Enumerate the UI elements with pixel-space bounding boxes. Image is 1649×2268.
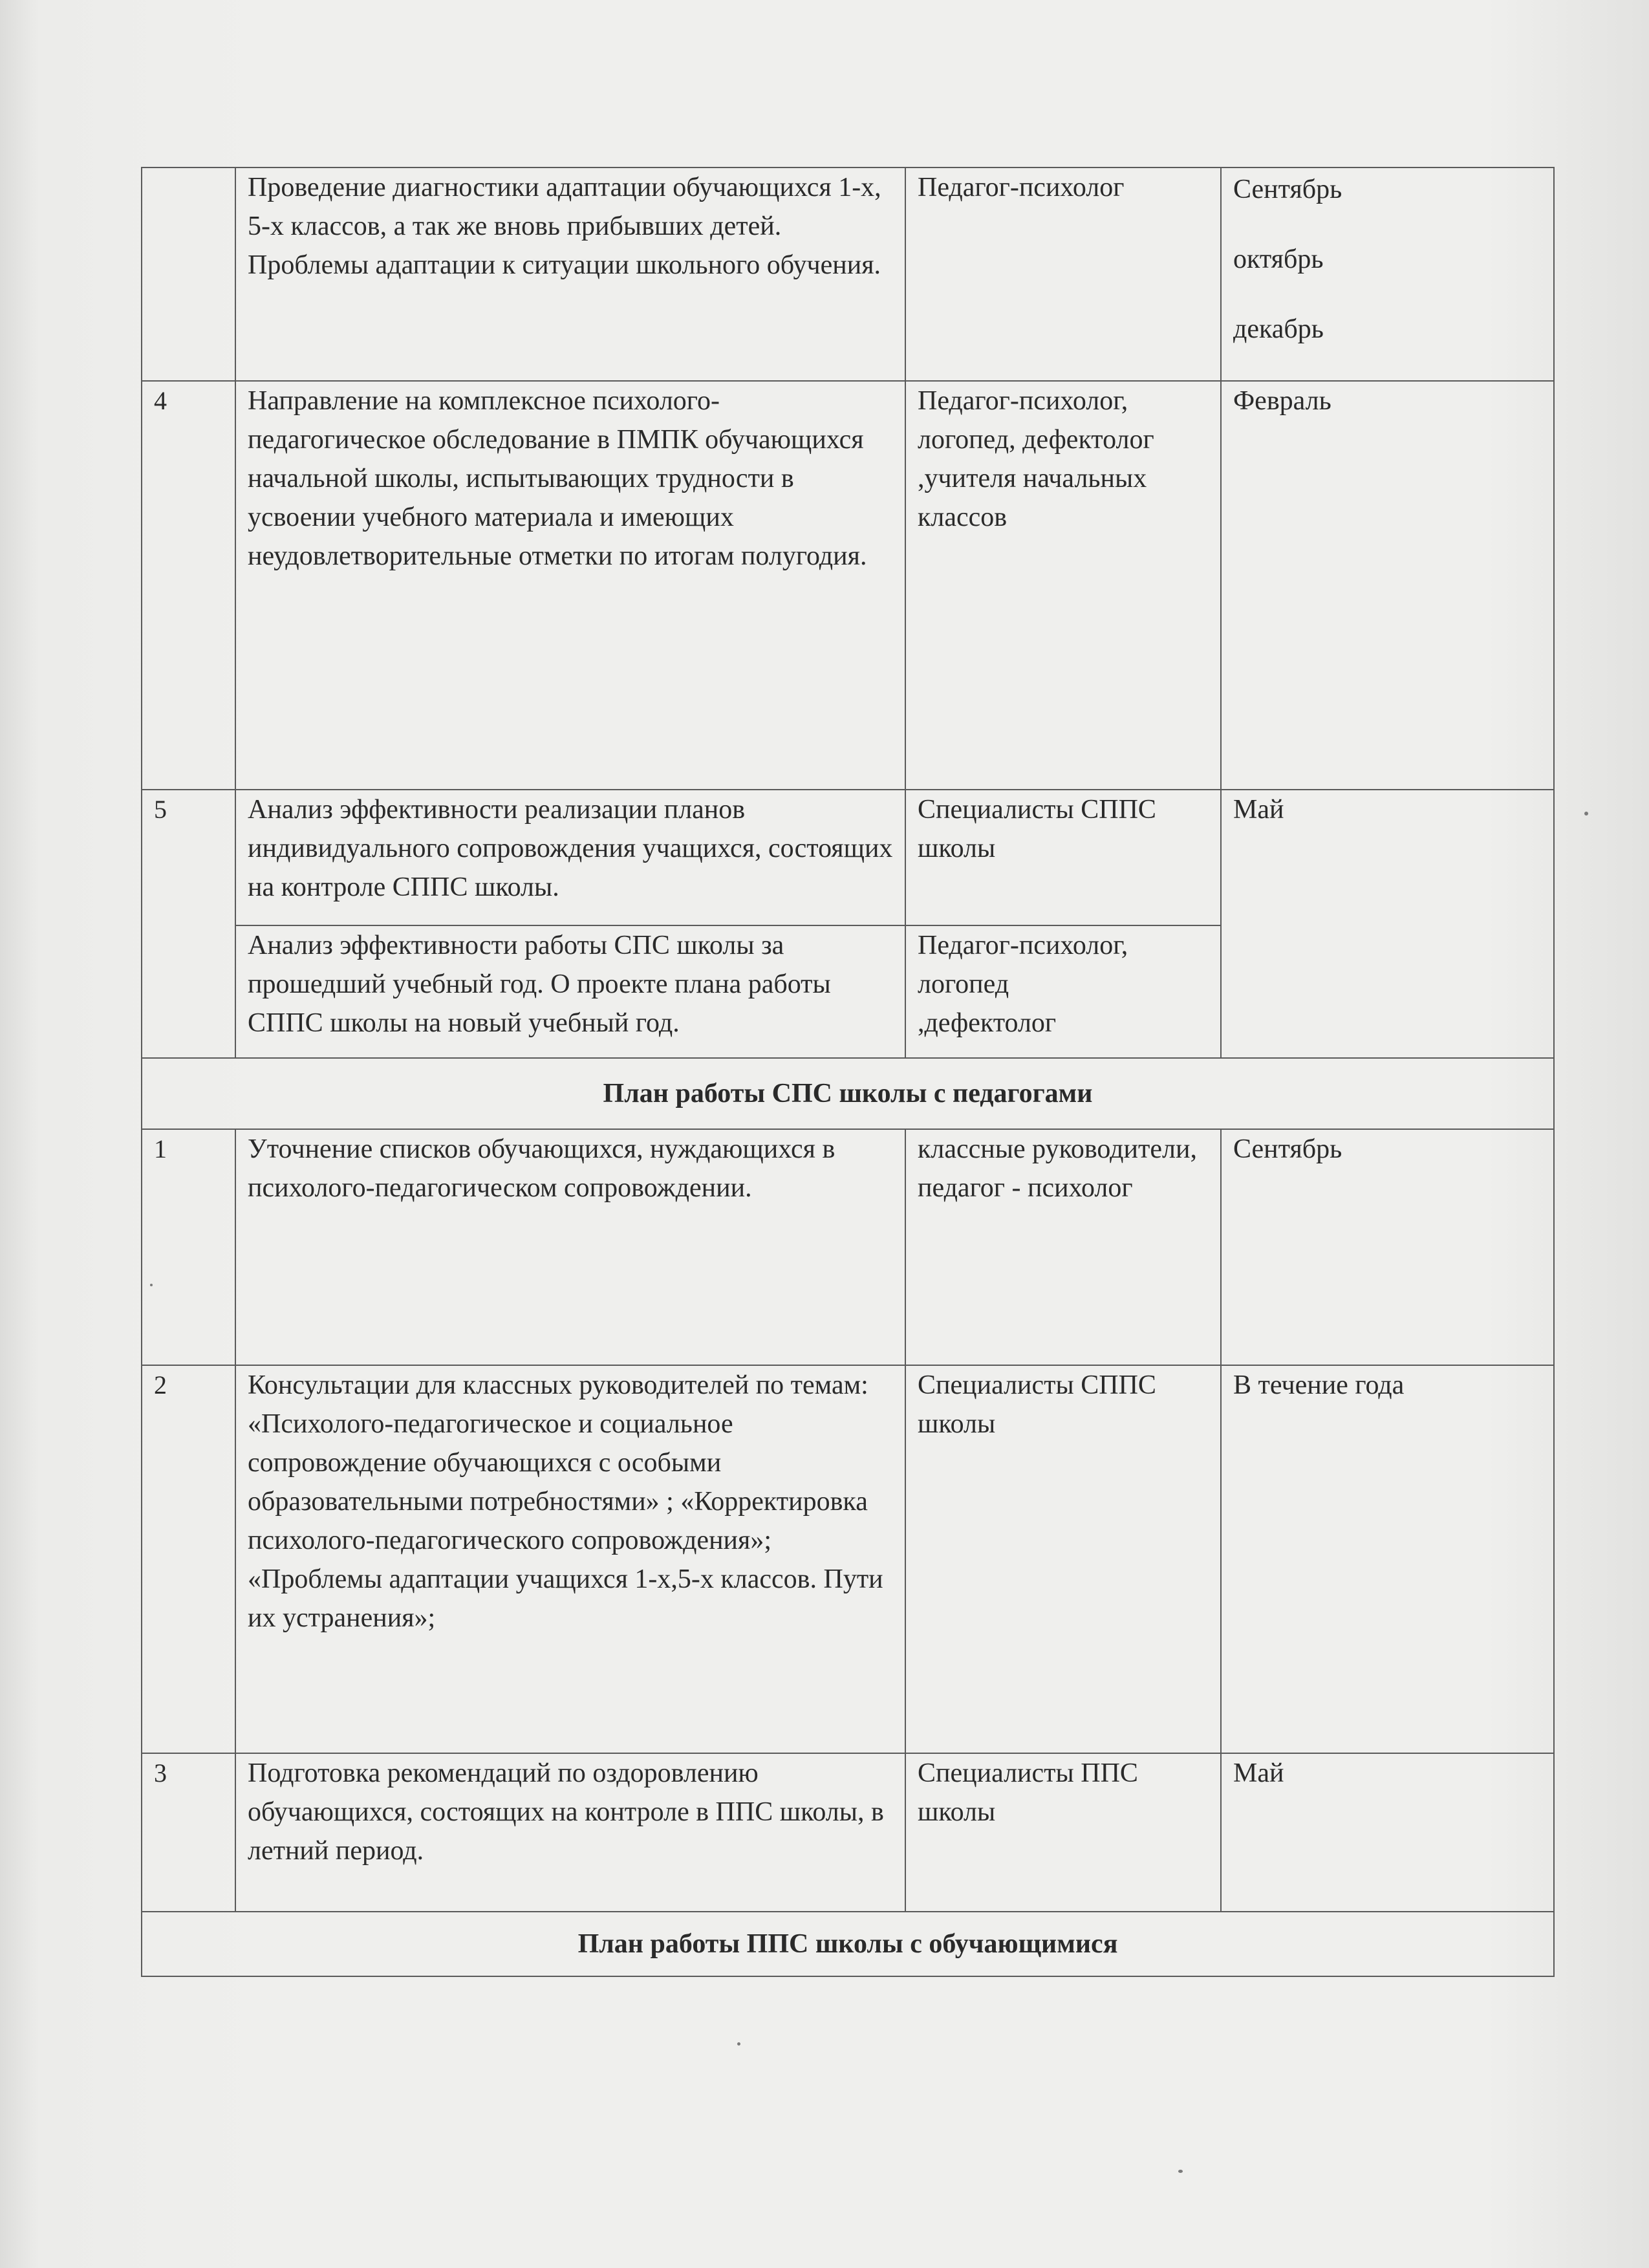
date-cell: Сентябрь октябрь декабрь — [1221, 167, 1554, 381]
table-row — [142, 1753, 1554, 1912]
table-row — [142, 790, 1554, 925]
section-title: План работы СПС школы с педагогами — [142, 1058, 1554, 1129]
task-cell: Анализ эффективности работы СПС школы за прошедший учебный год. О проекте плана работы СППС школы на новый учебный год. — [235, 925, 905, 1058]
date-cell: Май — [1221, 790, 1554, 1058]
table-row — [142, 381, 1554, 790]
row-number: 5 — [142, 790, 235, 1058]
row-number — [142, 167, 235, 381]
responsible-cell: Педагог-психолог, логопед ,дефектолог — [905, 925, 1221, 1058]
task-cell: Анализ эффективности реализации планов индивидуального сопровождения учащихся, состоящих на контроле СППС школы. — [235, 790, 905, 925]
responsible-cell: классные руководители, педагог - психолог — [905, 1129, 1221, 1365]
table-row — [142, 1365, 1554, 1753]
responsible-cell: Специалисты СППС школы — [905, 1365, 1221, 1753]
task-cell: Проведение диагностики адаптации обучающихся 1-х, 5-х классов, а так же вновь прибывших детей. Проблемы адаптации к ситуации школьного обучения. — [235, 167, 905, 381]
responsible-cell: Специалисты ППС школы — [905, 1753, 1221, 1912]
row-number: 3 — [142, 1753, 235, 1912]
date-cell: Сентябрь — [1221, 1129, 1554, 1365]
responsible-cell: Специалисты СППС школы — [905, 790, 1221, 925]
row-number: 1 — [142, 1129, 235, 1365]
task-cell: Направление на комплексное психолого-педагогическое обследование в ПМПК обучающихся начальной школы, испытывающих трудности в усвоении учебного материала и имеющих неудовлетворительные отметки по итогам полугодия. — [235, 381, 905, 790]
section-title: План работы ППС школы с обучающимися — [142, 1912, 1554, 1976]
scan-speck — [737, 2042, 740, 2046]
scan-speck — [1178, 2170, 1183, 2173]
table-row — [142, 1129, 1554, 1365]
responsible-cell: Педагог-психолог, логопед, дефектолог ,учителя начальных классов — [905, 381, 1221, 790]
table-row — [142, 167, 1554, 381]
scan-speck — [1584, 812, 1588, 815]
date-cell: Февраль — [1221, 381, 1554, 790]
task-cell: Уточнение списков обучающихся, нуждающихся в психолого-педагогическом сопровождении. — [235, 1129, 905, 1365]
task-cell: Подготовка рекомендаций по оздоровлению обучающихся, состоящих на контроле в ППС школы, в летний период. — [235, 1753, 905, 1912]
date-cell: В течение года — [1221, 1365, 1554, 1753]
scan-speck — [150, 1284, 153, 1286]
row-number: 4 — [142, 381, 235, 790]
date-cell: Май — [1221, 1753, 1554, 1912]
plan-table — [141, 167, 1555, 1977]
section-header-row — [142, 1912, 1554, 1976]
section-header-row — [142, 1058, 1554, 1129]
responsible-cell: Педагог-психолог — [905, 167, 1221, 381]
task-cell: Консультации для классных руководителей по темам: «Психолого-педагогическое и социальное сопровождение обучающихся с особыми образовательными потребностями» ; «Корректировка психолого-педагогического сопровождения»; «Проблемы адаптации учащихся 1-х,5-х классов. Пути их устранения»; — [235, 1365, 905, 1753]
row-number: 2 — [142, 1365, 235, 1753]
